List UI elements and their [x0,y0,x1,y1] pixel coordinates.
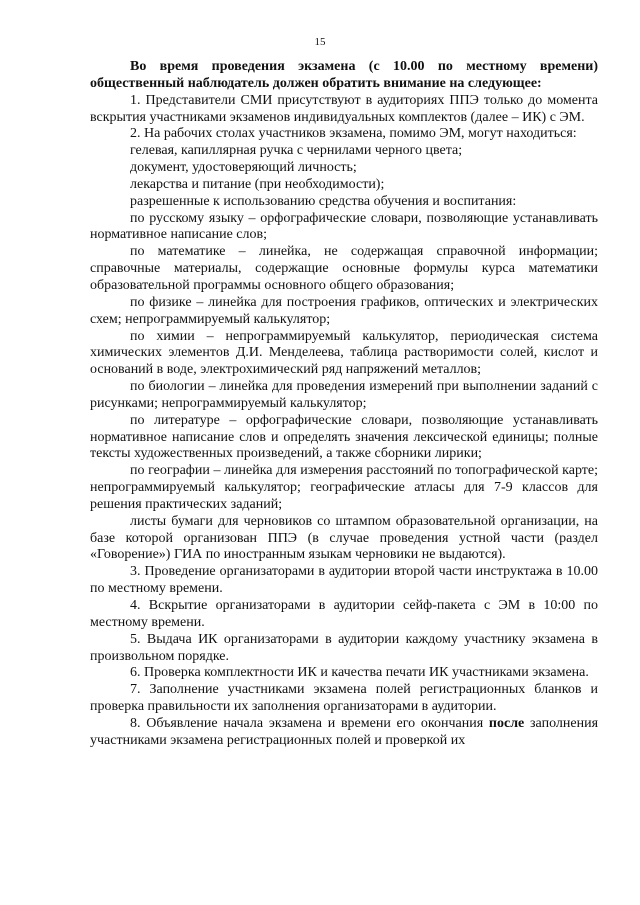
list-item-draft-sheets: листы бумаги для черновиков со штампом образовательной организации, на базе которой организован ППЭ (в случае проведения устной части (раздел «Говорение») ГИА по иностранным языкам черновики не выдаются). [90,513,598,563]
paragraph-8-end: заполнения участниками экзамена регистрационных полей и проверкой их [90,715,599,748]
list-item-math: по математике – линейка, не содержащая справочной информации; справочные материалы, содержащие основные формулы курса математики образовательной программы основного общего образования; [90,244,598,293]
paragraph-4: 4. Вскрытие организаторами в аудитории сейф-пакета с ЭМ в 10:00 по местному времени. [90,598,598,630]
paragraph-8-start: 8. Объявление начала экзамена и времени его окончания [130,715,489,731]
paragraph-8 [90,716,598,750]
list-item-geography: по географии – линейка для измерения расстояний по топографической карте; непрограммируемый калькулятор; географические атласы для 7-9 классов для решения практических заданий; [90,463,598,512]
list-item-biology: по биологии – линейка для проведения измерений при выполнении заданий с рисунками; непрограммируемый калькулятор; [90,379,598,411]
page-number: 15 [314,36,326,48]
list-item-medicine-food: лекарства и питание (при необходимости); [130,176,385,192]
list-item-physics: по физике – линейка для построения графиков, оптических и электрических схем; непрограммируемый калькулятор; [90,294,598,327]
document-body [90,59,598,750]
list-item-id-document: документ, удостоверяющий личность; [130,160,357,176]
paragraph-3: 3. Проведение организаторами в аудитории второй части инструктажа в 10.00 по местному времени. [90,564,598,597]
paragraph-1: 1. Представители СМИ присутствуют в аудиториях ППЭ только до момента вскрытия участниками экзаменов индивидуальных комплектов (далее – ИК) с ЭМ. [90,92,598,125]
section-heading: Во время проведения экзамена (с 10.00 по местному времени) общественный наблюдатель должен обратить внимание на следующее: [90,59,598,91]
list-item-russian: по русскому языку – орфографические словари, позволяющие устанавливать нормативное написание слов; [90,210,598,243]
list-item-literature: по литературе – орфографические словари, позволяющие устанавливать нормативное написание слов и определять значения лексической единицы; полные тексты художественных произведений, а также сборники лирики; [90,412,598,462]
paragraph-2: 2. На рабочих столах участников экзамена, помимо ЭМ, могут находиться: [130,126,577,142]
list-item-chemistry: по химии – непрограммируемый калькулятор, периодическая система химических элементов Д.И. Менделеева, таблица растворимости солей, кислот и оснований в воде, электрохимический ряд напряжений металлов; [90,328,598,378]
paragraph-8-emphasis: после [488,715,525,731]
list-item-allowed-materials: разрешенные к использованию средства обучения и воспитания: [130,193,517,209]
list-item-pen: гелевая, капиллярная ручка с чернилами черного цвета; [130,143,463,159]
paragraph-5: 5. Выдача ИК организаторами в аудитории каждому участнику экзамена в произвольном порядке. [90,631,598,664]
paragraph-7: 7. Заполнение участниками экзамена полей регистрационных бланков и проверка правильности их заполнения организаторами в аудитории. [90,682,598,715]
paragraph-6: 6. Проверка комплектности ИК и качества печати ИК участниками экзамена. [130,665,589,681]
